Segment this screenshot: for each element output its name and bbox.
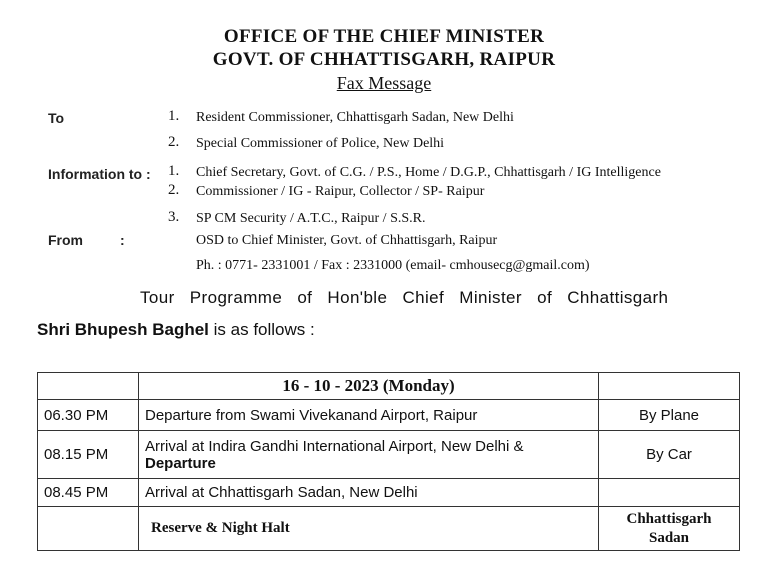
information-item: Chief Secretary, Govt. of C.G. / P.S., Home / D.G.P., Chhattisgarh / IG Intelligence: [196, 165, 661, 180]
empty-cell: [599, 373, 740, 400]
to-item-number: 1.: [168, 108, 180, 124]
mode-cell: [599, 479, 740, 507]
information-item: Commissioner / IG - Raipur, Collector / SP- Raipur: [196, 184, 485, 199]
intro-line-2: [37, 320, 315, 340]
time-cell: [38, 507, 139, 551]
event-cell: Arrival at Chhattisgarh Sadan, New Delhi: [139, 479, 599, 507]
event-cell: [139, 431, 599, 479]
table-row: [38, 373, 740, 400]
to-item: Resident Commissioner, Chhattisgarh Sadan, New Delhi: [196, 110, 514, 125]
intro-line: Tour Programme of Hon'ble Chief Minister of Chhattisgarh: [140, 288, 669, 307]
table-row: [38, 400, 740, 431]
cm-name: Shri Bhupesh Baghel: [37, 320, 209, 339]
empty-cell: [38, 373, 139, 400]
mode-line: Sadan: [648, 529, 690, 546]
mode-cell: By Car: [599, 431, 740, 479]
mode-line: Chhattisgarh: [626, 510, 712, 527]
time-cell: 08.15 PM: [38, 431, 139, 479]
fax-message-text: Fax Message: [336, 73, 432, 93]
from-line: OSD to Chief Minister, Govt. of Chhattisgarh, Raipur: [196, 233, 498, 248]
from-label: From: [48, 232, 83, 248]
event-cell: Departure from Swami Vivekanand Airport, Raipur: [139, 400, 599, 431]
contact-line: Ph. : 0771- 2331001 / Fax : 2331000 (email- cmhousecg@gmail.com): [196, 258, 590, 273]
information-label: Information to :: [48, 166, 151, 182]
event-text: Arrival at Indira Gandhi International Airport, New Delhi &: [145, 437, 524, 455]
information-item-number: 1.: [168, 163, 180, 179]
table-row: [38, 507, 740, 551]
information-item-number: 3.: [168, 209, 180, 225]
time-cell: 06.30 PM: [38, 400, 139, 431]
schedule-date: 16 - 10 - 2023 (Monday): [139, 373, 599, 400]
event-text-bold: Departure: [145, 454, 216, 472]
information-item: SP CM Security / A.T.C., Raipur / S.S.R.: [196, 211, 426, 226]
tour-schedule-table: [37, 372, 740, 551]
mode-cell: By Plane: [599, 400, 740, 431]
to-item-number: 2.: [168, 134, 180, 150]
from-colon: :: [120, 232, 125, 248]
table-row: [38, 431, 740, 479]
intro-rest: is as follows :: [208, 320, 315, 339]
govt-title: GOVT. OF CHHATTISGARH, RAIPUR: [212, 49, 556, 70]
to-item: Special Commissioner of Police, New Delhi: [196, 136, 445, 151]
table-row: [38, 479, 740, 507]
office-title: OFFICE OF THE CHIEF MINISTER: [223, 26, 545, 47]
to-label: To: [48, 110, 65, 126]
mode-cell: [599, 507, 740, 551]
time-cell: 08.45 PM: [38, 479, 139, 507]
fax-message-heading: [0, 73, 768, 94]
event-cell: Reserve & Night Halt: [139, 507, 599, 551]
information-item-number: 2.: [168, 182, 180, 198]
